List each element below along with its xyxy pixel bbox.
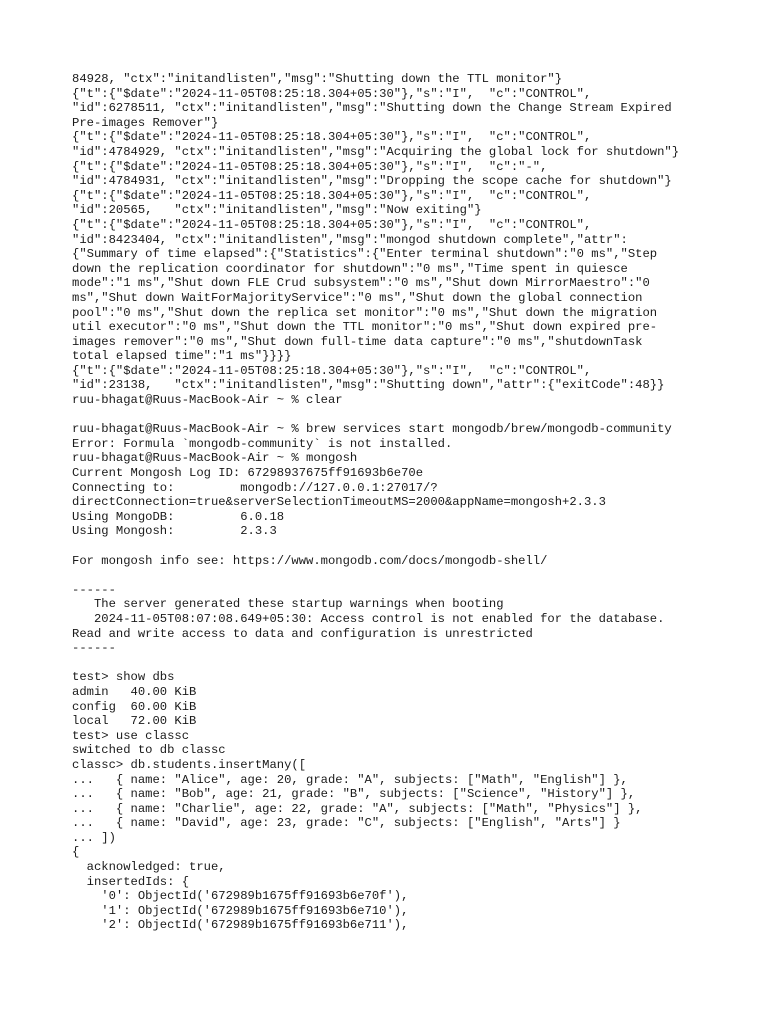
terminal-line: The server generated these startup warnings when booting xyxy=(72,597,504,612)
terminal-line: Connecting to: mongodb://127.0.0.1:27017/? xyxy=(72,480,438,495)
terminal-line: {"t":{"$date":"2024-11-05T08:25:18.304+05:30"},"s":"I", "c":"CONTROL", xyxy=(72,188,592,203)
terminal-line: mode":"1 ms","Shut down FLE Crud subsystem":"0 ms","Shut down MirrorMaestro":"0 xyxy=(72,276,650,291)
terminal-line: "id":23138, "ctx":"initandlisten","msg":"Shutting down","attr":{"exitCode":48}} xyxy=(72,378,665,393)
terminal-line xyxy=(72,656,752,671)
terminal-line: Pre-images Remover"} xyxy=(72,115,219,130)
terminal-line: Using Mongosh: 2.3.3 xyxy=(72,524,277,539)
terminal-line: 84928, "ctx":"initandlisten","msg":"Shutting down the TTL monitor"} xyxy=(72,72,563,86)
terminal-line xyxy=(72,408,752,423)
terminal-line: {"t":{"$date":"2024-11-05T08:25:18.304+05:30"},"s":"I", "c":"-", xyxy=(72,159,548,174)
terminal-line: Read and write access to data and configuration is unrestricted xyxy=(72,626,533,641)
terminal-line: "id":20565, "ctx":"initandlisten","msg":"Now exiting"} xyxy=(72,203,482,218)
terminal-line: down the replication coordinator for shutdown":"0 ms","Time spent in quiesce xyxy=(72,261,628,276)
terminal-line: "id":4784931, "ctx":"initandlisten","msg":"Dropping the scope cache for shutdown"} xyxy=(72,174,672,189)
terminal-line xyxy=(72,568,752,583)
terminal-line: ... { name: "Alice", age: 20, grade: "A", subjects: ["Math", "English"] }, xyxy=(72,772,628,787)
terminal-line: pool":"0 ms","Shut down the replica set monitor":"0 ms","Shut down the migration xyxy=(72,305,658,320)
terminal-line: directConnection=true&serverSelectionTimeoutMS=2000&appName=mongosh+2.3.3 xyxy=(72,495,606,510)
terminal-line: {"t":{"$date":"2024-11-05T08:25:18.304+05:30"},"s":"I", "c":"CONTROL", xyxy=(72,217,592,232)
terminal-line: test> use classc xyxy=(72,728,190,743)
terminal-line: ms","Shut down WaitForMajorityService":"0 ms","Shut down the global connection xyxy=(72,290,643,305)
terminal-line: insertedIds: { xyxy=(72,874,190,889)
terminal-line: ruu-bhagat@Ruus-MacBook-Air ~ % clear xyxy=(72,393,343,408)
terminal-line: test> show dbs xyxy=(72,670,175,685)
terminal-line: {"Summary of time elapsed":{"Statistics":{"Enter terminal shutdown":"0 ms","Step xyxy=(72,247,658,262)
terminal-line: '1': ObjectId('672989b1675ff91693b6e710'), xyxy=(72,903,409,918)
terminal-line: ... ]) xyxy=(72,830,116,845)
terminal-line: {"t":{"$date":"2024-11-05T08:25:18.304+05:30"},"s":"I", "c":"CONTROL", xyxy=(72,86,592,101)
terminal-line: ------ xyxy=(72,582,116,597)
terminal-line: util executor":"0 ms","Shut down the TTL monitor":"0 ms","Shut down expired pre- xyxy=(72,320,658,335)
terminal-line: local 72.00 KiB xyxy=(72,714,197,729)
terminal-line: ------ xyxy=(72,641,116,656)
terminal-line: { xyxy=(72,845,80,860)
terminal-line: "id":4784929, "ctx":"initandlisten","msg":"Acquiring the global lock for shutdown"} xyxy=(72,144,680,159)
terminal-line: '0': ObjectId('672989b1675ff91693b6e70f'), xyxy=(72,889,409,904)
terminal-line: "id":6278511, "ctx":"initandlisten","msg":"Shutting down the Change Stream Expired xyxy=(72,101,672,116)
terminal-line: Error: Formula `mongodb-community` is not installed. xyxy=(72,436,453,451)
terminal-line: 2024-11-05T08:07:08.649+05:30: Access control is not enabled for the database. xyxy=(72,611,665,626)
terminal-line: {"t":{"$date":"2024-11-05T08:25:18.304+05:30"},"s":"I", "c":"CONTROL", xyxy=(72,363,592,378)
terminal-line: Using MongoDB: 6.0.18 xyxy=(72,509,285,524)
terminal-line: ... { name: "Bob", age: 21, grade: "B", subjects: ["Science", "History"] }, xyxy=(72,787,636,802)
terminal-line: '2': ObjectId('672989b1675ff91693b6e711'), xyxy=(72,918,409,933)
terminal-line: admin 40.00 KiB xyxy=(72,684,197,699)
terminal-line: Current Mongosh Log ID: 67298937675ff91693b6e70e xyxy=(72,466,424,481)
terminal-line: ruu-bhagat@Ruus-MacBook-Air ~ % mongosh xyxy=(72,451,358,466)
terminal-line: total elapsed time":"1 ms"}}}} xyxy=(72,349,292,364)
terminal-line: ... { name: "Charlie", age: 22, grade: "A", subjects: ["Math", "Physics"] }, xyxy=(72,801,643,816)
terminal-line: config 60.00 KiB xyxy=(72,699,197,714)
terminal-line: For mongosh info see: https://www.mongodb.com/docs/mongodb-shell/ xyxy=(72,553,548,568)
terminal-line: images remover":"0 ms","Shut down full-time data capture":"0 ms","shutdownTask xyxy=(72,334,643,349)
terminal-line: {"t":{"$date":"2024-11-05T08:25:18.304+05:30"},"s":"I", "c":"CONTROL", xyxy=(72,130,592,145)
terminal-line: acknowledged: true, xyxy=(72,860,226,875)
terminal-line: switched to db classc xyxy=(72,743,226,758)
terminal-line: classc> db.students.insertMany([ xyxy=(72,757,307,772)
terminal-line: "id":8423404, "ctx":"initandlisten","msg":"mongod shutdown complete","attr": xyxy=(72,232,628,247)
terminal-line: ... { name: "David", age: 23, grade: "C", subjects: ["English", "Arts"] } xyxy=(72,816,621,831)
terminal-line: ruu-bhagat@Ruus-MacBook-Air ~ % brew services start mongodb/brew/mongodb-community xyxy=(72,422,672,437)
terminal-line xyxy=(72,539,752,554)
terminal-output[interactable] xyxy=(72,72,752,933)
